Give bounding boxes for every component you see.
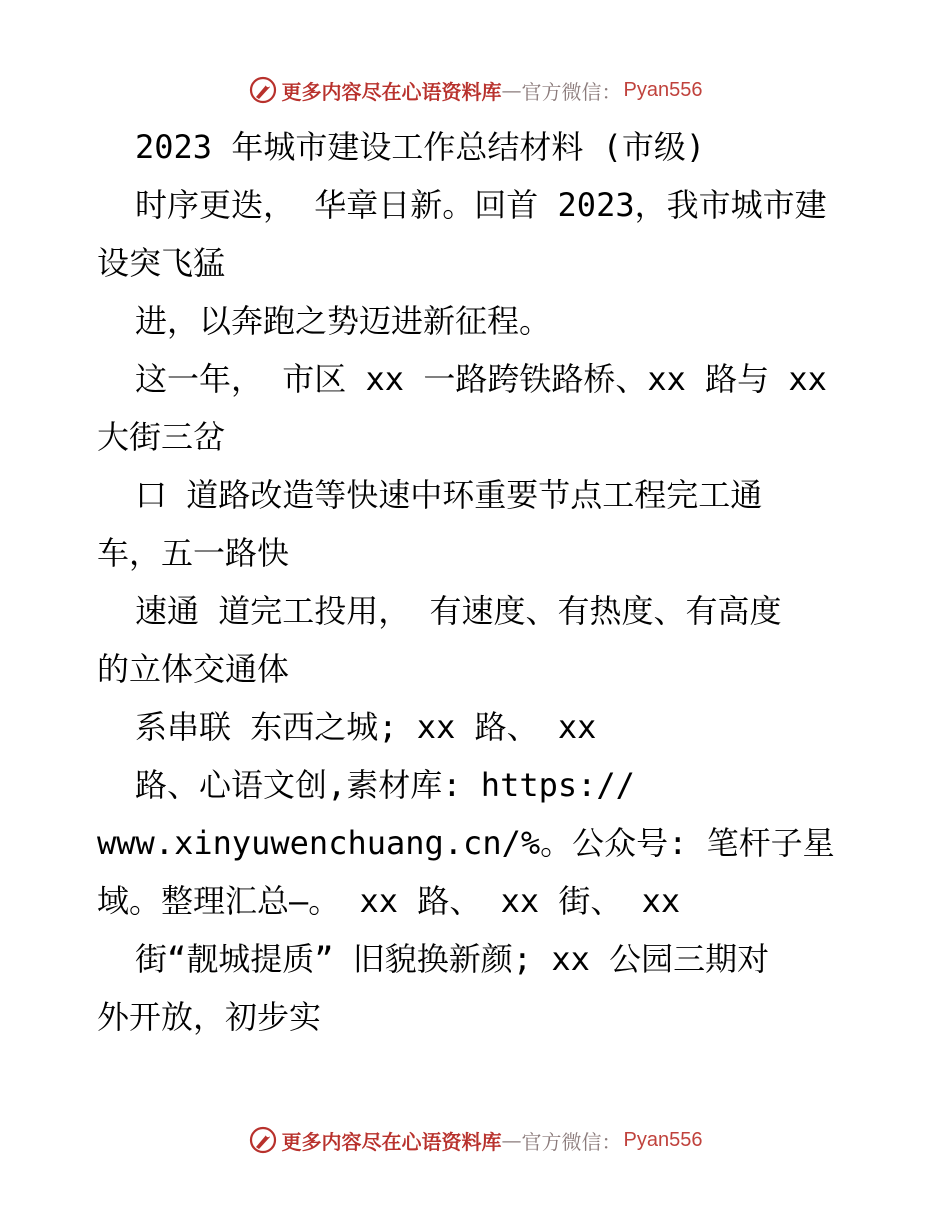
- watermark-wechat-label: 官方微信：: [521, 79, 622, 104]
- paragraph-line: 外开放，初步实: [97, 998, 322, 1036]
- paragraph-line: 口 道路改造等快速中环重要节点工程完工通: [135, 476, 763, 514]
- paragraph-line: 时序更迭， 华章日新。回首 2023，我市城市建: [135, 186, 827, 224]
- paragraph-line: 进，以奔跑之势迈进新征程。: [135, 302, 552, 340]
- watermark-site-text: 更多内容尽在心语资料库: [281, 79, 502, 104]
- pen-nib-logo-icon: [248, 1125, 278, 1155]
- document-body: [97, 118, 877, 1046]
- paragraph-line: 街“靓城提质” 旧貌换新颜; xx 公园三期对: [135, 940, 770, 978]
- paragraph-line: 设突飞猛: [97, 244, 226, 282]
- watermark-wechat-id: Pyan556: [623, 78, 703, 101]
- paragraph-line: 车，五一路快: [97, 534, 290, 572]
- watermark-site-text: 更多内容尽在心语资料库: [281, 1129, 502, 1154]
- paragraph-line: 路、心语文创,素材库: https://: [135, 766, 635, 804]
- watermark-separator: —: [501, 1128, 522, 1152]
- document-title: 2023 年城市建设工作总结材料 (市级): [135, 128, 706, 166]
- paragraph-line: 系串联 东西之城; xx 路、 xx: [135, 708, 597, 746]
- watermark-wechat-label: 官方微信：: [521, 1129, 622, 1154]
- paragraph-line: 这一年， 市区 xx 一路跨铁路桥、xx 路与 xx: [135, 360, 827, 398]
- pen-nib-logo-icon: [248, 75, 278, 105]
- paragraph-line: 速通 道完工投用， 有速度、有热度、有高度: [135, 592, 782, 630]
- footer-watermark: [0, 1120, 950, 1160]
- paragraph-line: 域。整理汇总—。 xx 路、 xx 街、 xx: [97, 882, 681, 920]
- watermark-wechat-id: Pyan556: [623, 1128, 703, 1151]
- paragraph-line: 的立体交通体: [97, 650, 290, 688]
- paragraph-line: 大街三岔: [97, 418, 226, 456]
- paragraph-line: www.xinyuwenchuang.cn/%。公众号: 笔杆子星: [97, 824, 835, 862]
- header-watermark: [0, 70, 950, 110]
- watermark-separator: —: [501, 78, 522, 102]
